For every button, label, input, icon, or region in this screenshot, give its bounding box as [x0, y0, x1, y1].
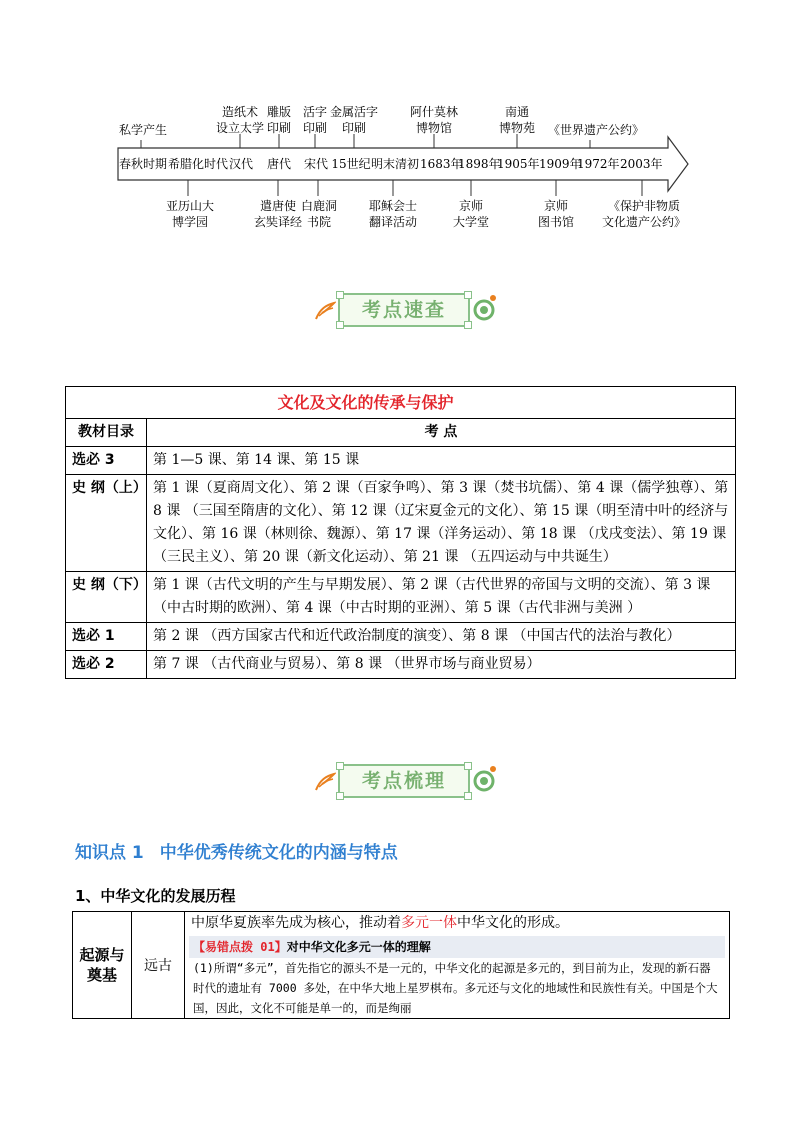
- event-tang-envoys: 遣唐使 玄奘译经: [253, 199, 302, 229]
- event-nantong-museum: 南通 博物苑: [498, 105, 535, 135]
- period-song: 宋代: [303, 157, 328, 171]
- period-15th-century: 15世纪: [331, 157, 371, 171]
- event-heritage-convention: 《世界遗产公约》: [548, 123, 645, 137]
- row-points: 第 1 课（古代文明的产生与早期发展）、第 2 课（古代世界的帝国与文明的交流）、第 3 课（中古时期的欧洲）、第 4 课（中古时期的亚洲）、第 5 课（古代非洲与美洲 ）: [147, 572, 736, 623]
- table-caption: 文化及文化的传承与保护: [66, 387, 736, 419]
- history-timeline: [0, 0, 800, 260]
- tip-heading: [189, 936, 725, 958]
- event-ashmolean: 阿什莫林 博物馆: [409, 105, 458, 135]
- knowledge-point-label: 知识点 1: [75, 843, 144, 863]
- tip-body: (1)所谓“多元”，首先指它的源头不是一元的，中华文化的起源是多元的，到目前为止，发现的新石器时代的遗址有 7000 多处，在中华大地上星罗棋布。多元还与文化的地域性和民族性有关。中国是个大国，因此，文化不可能是单一的，而是绚丽: [193, 961, 718, 1015]
- period-chunqiu: 春秋时期: [118, 157, 167, 171]
- event-movable-type: 活字 印刷: [302, 105, 327, 135]
- event-jesuits: 耶稣会士 翻译活动: [368, 199, 417, 229]
- row-points: 第 1 课（夏商周文化）、第 2 课（百家争鸣）、第 3 课（焚书坑儒）、第 4 课（儒学独尊）、第 8 课 （三国至隋唐的文化）、第 12 课（辽宋夏金元的文化）、第 15 课（明至清中叶的经济与文化）、第 16 课（林则徐、魏源）、第 17 课（洋务运动）、第 18 课 （戊戌变法）、第 19 课（三民主义）、第 20 课（新文化运动）、第 21 课 （五四运动与中共诞生）: [147, 475, 736, 572]
- event-bailudong: 白鹿洞 书院: [300, 199, 337, 229]
- banner-quick-check: [314, 289, 494, 333]
- table-row: [66, 651, 736, 679]
- event-private-school: 私学产生: [118, 123, 167, 137]
- row-name: 选必 2: [66, 651, 147, 679]
- row-points: 第 2 课 （西方国家古代和近代政治制度的演变）、第 8 课 （中国古代的法治与教化）: [147, 623, 736, 651]
- period-1909: 1909年: [539, 157, 582, 171]
- event-alexandria: 亚历山大 博学园: [166, 199, 215, 229]
- event-peking-univ: 京师 大学堂: [452, 199, 489, 229]
- knowledge-point-heading: [75, 838, 398, 863]
- event-intangible-convention: 《保护非物质 文化遗产公约》: [601, 199, 686, 229]
- content-line: 中原华夏族率先成为核心，推动着多元一体中华文化的形成。: [191, 915, 569, 931]
- period-hellenistic: 希腊化时代: [168, 157, 229, 171]
- row-name: 选必 1: [66, 623, 147, 651]
- stage-cell: 起源与奠基: [73, 912, 132, 1019]
- header-textbook: 教材目录: [66, 419, 147, 447]
- header-points: 考 点: [147, 419, 736, 447]
- highlight-text: 多元一体: [401, 915, 457, 931]
- swirl-icon: [472, 764, 498, 792]
- period-1905: 1905年: [497, 157, 540, 171]
- leaf-icon: [314, 770, 336, 792]
- swirl-icon: [472, 293, 498, 321]
- row-points: 第 7 课 （古代商业与贸易）、第 8 课 （世界市场与商业贸易）: [147, 651, 736, 679]
- event-metal-type: 金属活字 印刷: [329, 105, 378, 135]
- table-row: [66, 475, 736, 572]
- period-cell: 远古: [132, 912, 185, 1019]
- period-2003: 2003年: [620, 157, 663, 171]
- leaf-icon: [314, 299, 336, 321]
- exam-points-table: [65, 386, 736, 679]
- banner-review: [314, 760, 494, 804]
- tip-tag: 【易错点拨 01】: [193, 940, 287, 954]
- banner-title: 考点梳理: [361, 770, 446, 792]
- period-late-ming: 明末清初: [370, 157, 419, 171]
- row-points: 第 1—5 课、第 14 课、第 15 课: [147, 447, 736, 475]
- table-row: [66, 572, 736, 623]
- row-name: 选必 3: [66, 447, 147, 475]
- period-tang: 唐代: [266, 157, 291, 171]
- development-table: [72, 911, 730, 1019]
- period-han: 汉代: [228, 157, 253, 171]
- knowledge-point-title: 中华优秀传统文化的内涵与特点: [159, 843, 398, 863]
- content-cell: [185, 912, 730, 1019]
- event-papermaking: 造纸术 设立太学: [215, 105, 264, 135]
- tip-title: 对中华文化多元一体的理解: [286, 940, 431, 954]
- period-1683: 1683年: [420, 157, 463, 171]
- row-name: 史 纲（上）: [66, 475, 147, 572]
- table-row: [66, 447, 736, 475]
- event-block-printing: 雕版 印刷: [266, 105, 291, 135]
- table-row: [66, 623, 736, 651]
- section-subtitle: 1、中华文化的发展历程: [75, 887, 236, 905]
- row-name: 史 纲（下）: [66, 572, 147, 623]
- period-1898: 1898年: [458, 157, 501, 171]
- event-capital-library: 京师 图书馆: [537, 199, 574, 229]
- period-1972: 1972年: [577, 157, 620, 171]
- banner-title: 考点速查: [361, 299, 446, 321]
